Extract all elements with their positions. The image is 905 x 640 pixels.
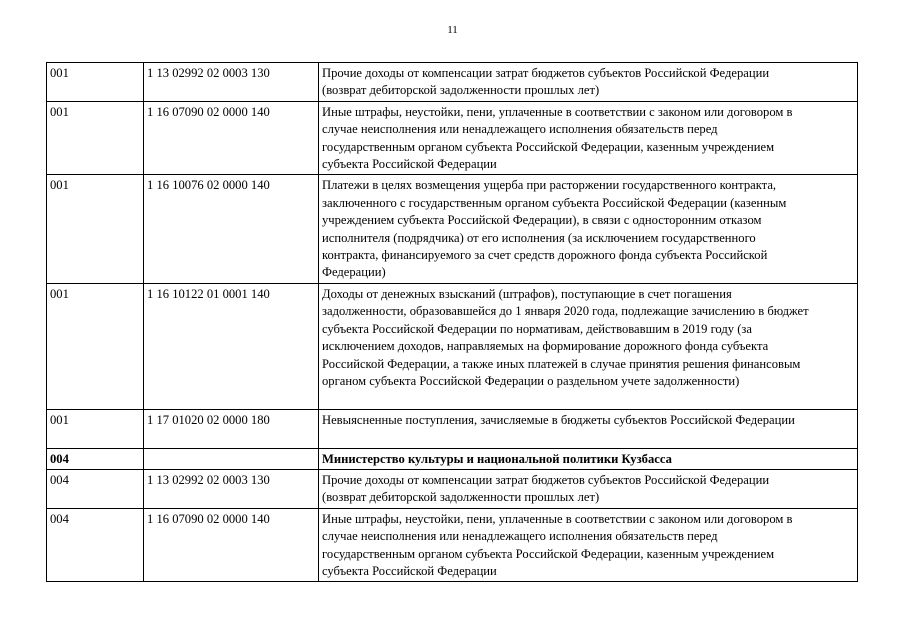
description-cell [319, 175, 858, 283]
admin-code-cell: 001 [47, 63, 144, 102]
budget-code-cell: 1 16 10076 02 0000 140 [144, 175, 319, 283]
description-line: Иные штрафы, неустойки, пени, уплаченные в соответствии с законом или договором в [322, 511, 793, 526]
description-line: субъекта Российской Федерации [322, 563, 497, 578]
description-cell [319, 448, 858, 469]
description-line: Платежи в целях возмещения ущерба при расторжении государственного контракта, [322, 178, 777, 193]
description-cell [319, 63, 858, 102]
table-row [47, 448, 858, 469]
table-body [47, 63, 858, 582]
budget-code-cell: 1 16 07090 02 0000 140 [144, 101, 319, 175]
budget-code-cell: 1 16 10122 01 0001 140 [144, 283, 319, 409]
budget-code-cell: 1 17 01020 02 0000 180 [144, 409, 319, 448]
description-line: Доходы от денежных взысканий (штрафов), поступающие в счет погашения [322, 286, 732, 301]
description-line: Прочие доходы от компенсации затрат бюджетов субъектов Российской Федерации [322, 66, 770, 80]
admin-code-cell: 001 [47, 101, 144, 175]
description-line: субъекта Российской Федерации [322, 157, 497, 172]
description-line: органом субъекта Российской Федерации о раздельном учете задолженности) [322, 373, 740, 388]
admin-code-cell: 004 [47, 469, 144, 508]
budget-code-cell: 1 13 02992 02 0003 130 [144, 469, 319, 508]
description-line: государственным органом субъекта Российской Федерации, казенным учреждением [322, 546, 775, 561]
description-line: (возврат дебиторской задолженности прошлых лет) [322, 83, 600, 98]
description-line: Российской Федерации, а также иных платежей в случае принятия решения финансовым [322, 356, 801, 371]
description-line: задолженности, образовавшейся до 1 января 2020 года, подлежащие зачислению в бюджет [322, 304, 809, 319]
admin-code-cell: 001 [47, 283, 144, 409]
table-row [47, 101, 858, 175]
description-line: учреждением субъекта Российской Федерации), в связи с односторонним отказом [322, 213, 762, 228]
table-row [47, 409, 858, 448]
description-line: случае неисполнения или ненадлежащего исполнения обязательств перед [322, 529, 718, 544]
table-row [47, 469, 858, 508]
description-line: Прочие доходы от компенсации затрат бюджетов субъектов Российской Федерации [322, 472, 770, 487]
table-row [47, 175, 858, 283]
description-line: (возврат дебиторской задолженности прошлых лет) [322, 490, 600, 505]
description-line: заключенного с государственным органом субъекта Российской Федерации (казенным [322, 195, 787, 210]
description-cell [319, 508, 858, 582]
table-row [47, 63, 858, 102]
description-cell [319, 283, 858, 409]
description-line: Министерство культуры и национальной политики Кузбасса [322, 451, 672, 466]
description-line: Федерации) [322, 265, 386, 280]
description-cell [319, 469, 858, 508]
description-line: Иные штрафы, неустойки, пени, уплаченные в соответствии с законом или договором в [322, 104, 793, 119]
admin-code-cell: 001 [47, 175, 144, 283]
table-row [47, 283, 858, 409]
admin-code-cell: 001 [47, 409, 144, 448]
description-line: субъекта Российской Федерации по нормативам, действовавшим в 2019 году (за [322, 321, 752, 336]
budget-code-cell: 1 16 07090 02 0000 140 [144, 508, 319, 582]
description-line: контракта, финансируемого за счет средств дорожного фонда субъекта Российской [322, 248, 768, 263]
blank-line [322, 390, 854, 407]
budget-code-cell: 1 13 02992 02 0003 130 [144, 63, 319, 102]
budget-code-cell [144, 448, 319, 469]
admin-code-cell: 004 [47, 448, 144, 469]
description-line: исключением доходов, направляемых на формирование дорожного фонда субъекта [322, 339, 769, 354]
description-line: государственным органом субъекта Российской Федерации, казенным учреждением [322, 139, 775, 154]
table-row [47, 508, 858, 582]
description-line: исполнителя (подрядчика) от его исполнения (за исключением государственного [322, 230, 756, 245]
description-line: случае неисполнения или ненадлежащего исполнения обязательств перед [322, 122, 718, 137]
admin-code-cell: 004 [47, 508, 144, 582]
description-line: Невыясненные поступления, зачисляемые в бюджеты субъектов Российской Федерации [322, 412, 795, 427]
description-cell [319, 409, 858, 448]
revenue-codes-table [46, 62, 858, 582]
page-number: 11 [447, 24, 458, 36]
blank-line [322, 429, 854, 446]
description-cell [319, 101, 858, 175]
